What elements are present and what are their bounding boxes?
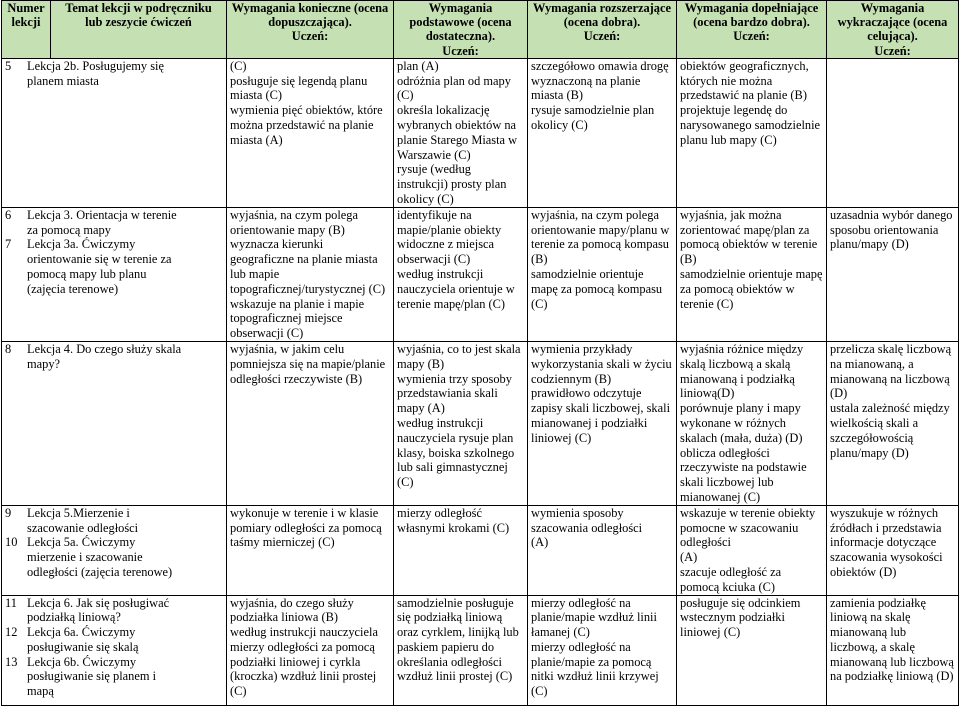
required-cell: wyjaśnia, do czego służy podziałka liniowa (B) według instrukcji nauczyciela mierzy odległości za pomocą podziałki liniowej i cyrkla (kroczka) wzdłuż linii prostej (C) [227,595,394,705]
header-exceeding: Wymagania wykraczające (ocena celująca). Uczeń: [827,1,959,59]
lesson-title: Lekcja 6b. Ćwiczymy posługiwanie się planem i mapą [27,654,157,699]
complementary-cell: wyjaśnia różnice między skalą liczbową a skalą mianowaną i podziałką liniową(D) porównuje plany i mapy wykonane w różnych skalach (mała, duża) (D) oblicza odległości rzeczywiste na podstawie skali liczbowej lub mianowanej (C) [677,341,827,505]
exceeding-cell: wyszukuje w różnych źródłach i przedstawia informacje dotyczące szacowania wysokości obiektów (D) [827,505,959,595]
lessons-cell [2,207,227,341]
extended-cell: szczegółowo omawia drogę wyznaczoną na planie miasta (B) rysuje samodzielnie plan okolicy (C) [528,58,677,207]
table-row [2,58,959,207]
exceeding-cell: przelicza skalę liczbową na mianowaną, a mianowaną na liczbową (D) ustala zależność między wielkością skali a szczegółowością planu/mapy (D) [827,341,959,505]
basic-cell: mierzy odległość własnymi krokami (C) [394,505,528,595]
lesson-title: Lekcja 5.Mierzenie i szacowanie odległości [27,505,139,535]
required-cell: wykonuje w terenie i w klasie pomiary odległości za pomocą taśmy mierniczej (C) [227,505,394,595]
table-row [2,595,959,705]
lesson-title: Lekcja 6. Jak się posługiwać podziałką liniową? [27,595,170,625]
lesson-number: 8 [5,341,12,356]
extended-cell: wymienia sposoby szacowania odległości (A) [528,505,677,595]
lesson-number: 12 [5,625,18,640]
header-lesson-topic: Temat lekcji w podręczniku lub zeszycie ćwiczeń [51,1,227,59]
complementary-cell: posługuje się odcinkiem wstecznym podziałki liniowej (C) [677,595,827,705]
lesson-entry [5,59,223,89]
lessons-cell [2,58,227,207]
table-row [2,207,959,341]
exceeding-cell: zamienia podziałkę liniową na skalę mianowaną lub liczbową, a skalę mianowaną lub liczbową na podziałkę liniową (D) [827,595,959,705]
exceeding-cell [827,58,959,207]
basic-cell: samodzielnie posługuje się podziałką liniową oraz cyrklem, linijką lub paskiem papieru do określania odległości wzdłuż linii prostej (C) [394,595,528,705]
lesson-number: 5 [5,58,12,73]
lesson-entry [5,237,223,296]
complementary-cell: wskazuje w terenie obiekty pomocne w szacowaniu odległości (A) szacuje odległość za pomocą kciuka (C) [677,505,827,595]
table-row [2,505,959,595]
extended-cell: wymienia przykłady wykorzystania skali w życiu codziennym (B) prawidłowo odczytuje zapisy skali liczbowej, skali mianowanej i podziałki liniowej (C) [528,341,677,505]
lesson-number: 11 [5,595,17,610]
extended-cell: mierzy odległość na planie/mapie wzdłuż linii łamanej (C) mierzy odległość na planie/mapie za pomocą nitki wzdłuż linii krzywej (C) [528,595,677,705]
header-required: Wymagania konieczne (ocena dopuszczająca). Uczeń: [227,1,394,59]
header-lesson-number: Numer lekcji [2,1,51,59]
extended-cell: wyjaśnia, na czym polega orientowanie mapy/planu w terenie za pomocą kompasu (B) samodzielnie orientuje mapę za pomocą kompasu (C) [528,207,677,341]
required-cell: wyjaśnia, na czym polega orientowanie mapy (B) wyznacza kierunki geograficzne na planie miasta lub mapie topograficznej/turystycznej (C) wskazuje na planie i mapie topograficznej miejsce obserwacji (C) [227,207,394,341]
lesson-title: Lekcja 3a. Ćwiczymy orientowanie się w terenie za pomocą mapy lub planu (zajęcia terenowe) [27,237,172,296]
table-row [2,341,959,505]
lesson-entry [5,506,223,536]
lesson-title: Lekcja 2b. Posługujemy się planem miasta [27,58,164,88]
basic-cell: identyfikuje na mapie/planie obiekty widoczne z miejsca obserwacji (C) według instrukcji nauczyciela orientuje w terenie mapę/plan (C) [394,207,528,341]
lesson-entry [5,342,223,372]
header-complementary: Wymagania dopełniające (ocena bardzo dobra). Uczeń: [677,1,827,59]
header-basic: Wymagania podstawowe (ocena dostateczna). Uczeń: [394,1,528,59]
requirements-table [1,0,959,706]
exceeding-cell: uzasadnia wybór danego sposobu orientowania planu/mapy (D) [827,207,959,341]
lessons-cell [2,595,227,705]
lesson-entry [5,596,223,626]
lesson-entry [5,625,223,655]
required-cell: (C) posługuje się legendą planu miasta (C) wymienia pięć obiektów, które można przedstawić na planie miasta (A) [227,58,394,207]
lesson-title: Lekcja 3. Orientacja w terenie za pomocą mapy [27,207,177,237]
lesson-number: 9 [5,505,12,520]
lesson-title: Lekcja 5a. Ćwiczymy mierzenie i szacowanie odległości (zajęcia terenowe) [27,535,173,579]
lesson-title: Lekcja 4. Do czego służy skala mapy? [27,341,182,371]
lesson-entry [5,535,223,579]
lesson-number: 7 [5,237,12,252]
basic-cell: plan (A) odróżnia plan od mapy (C) określa lokalizację wybranych obiektów na planie Starego Miasta w Warszawie (C) rysuje (według instrukcji) prosty plan okolicy (C) [394,58,528,207]
basic-cell: wyjaśnia, co to jest skala mapy (B) wymienia trzy sposoby przedstawiania skali mapy (A) według instrukcji nauczyciela rysuje plan klasy, boiska szkolnego lub sali gimnastycznej (C) [394,341,528,505]
lesson-title: Lekcja 6a. Ćwiczymy posługiwanie się skalą [27,625,139,654]
lessons-cell [2,505,227,595]
required-cell: wyjaśnia, w jakim celu pomniejsza się na mapie/planie odległości rzeczywiste (B) [227,341,394,505]
complementary-cell: wyjaśnia, jak można zorientować mapę/plan za pomocą obiektów w terenie (B) samodzielnie orientuje mapę za pomocą obiektów w terenie (C) [677,207,827,341]
lessons-cell [2,341,227,505]
lesson-entry [5,208,223,238]
lesson-number: 13 [5,654,18,669]
complementary-cell: obiektów geograficznych, których nie można przedstawić na planie (B) projektuje legendę do narysowanego samodzielnie planu lub mapy (C) [677,58,827,207]
header-extended: Wymagania rozszerzające (ocena dobra). Uczeń: [528,1,677,59]
header-row [2,1,959,59]
lesson-entry [5,655,223,699]
lesson-number: 6 [5,207,12,222]
lesson-number: 10 [5,535,18,550]
